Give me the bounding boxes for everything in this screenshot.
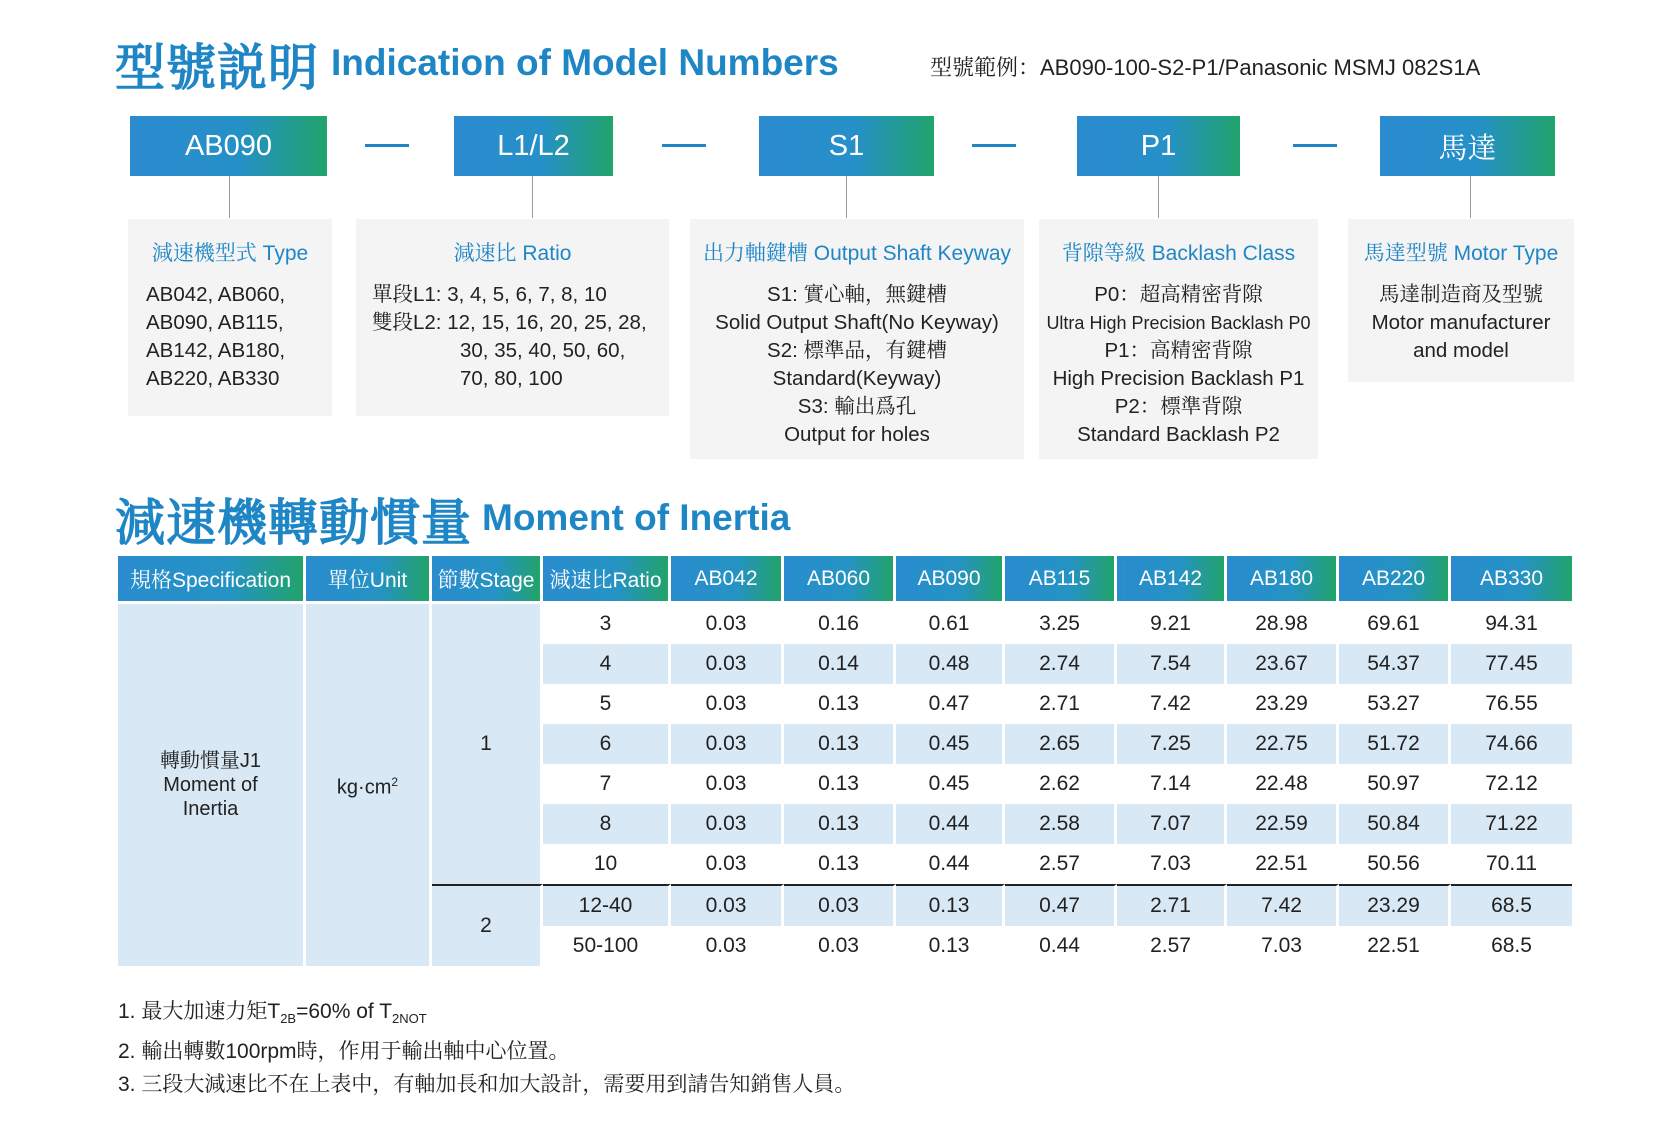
table-cell: 50.56 — [1339, 844, 1451, 884]
table-cell: 10 — [543, 844, 671, 884]
header-ab042: AB042 — [671, 556, 784, 601]
table-cell: 50.84 — [1339, 804, 1451, 844]
table-cell: 2.71 — [1005, 684, 1117, 724]
table-cell: 6 — [543, 724, 671, 764]
table-cell: 2.57 — [1117, 926, 1227, 966]
table-cell: 0.44 — [896, 844, 1005, 884]
note-2: 2. 輸出轉數100rpm時，作用于輸出軸中心位置。 — [118, 1040, 570, 1064]
table-cell: 2.62 — [1005, 764, 1117, 804]
code-block-backlash — [1077, 116, 1240, 176]
table-cell: 7 — [543, 764, 671, 804]
table-cell: 76.55 — [1485, 692, 1538, 715]
table-cell: 0.14 — [784, 644, 896, 684]
table-cell: 0.13 — [784, 764, 896, 804]
table-cell: 22.48 — [1227, 764, 1339, 804]
note-3: 3. 三段大減速比不在上表中，有軸加長和加大設計，需要用到請告知銷售人員。 — [118, 1073, 856, 1097]
table-cell: 0.03 — [671, 884, 784, 926]
type-box — [128, 219, 332, 416]
table-cell: 69.61 — [1339, 601, 1451, 644]
connector-line — [846, 176, 847, 218]
table-cell: 22.75 — [1227, 724, 1339, 764]
type-line: AB220, AB330 — [146, 367, 280, 390]
shaft-line: S3: 輸出爲孔 — [797, 395, 917, 418]
backlash-line: P0：超高精密背隙 — [1094, 283, 1263, 306]
connector-line — [532, 176, 533, 218]
table-cell: 9.21 — [1117, 601, 1227, 644]
header-ab330: AB330 — [1451, 556, 1572, 601]
shaft-line: S1: 實心軸，無鍵槽 — [767, 283, 947, 306]
table-cell: 51.72 — [1339, 724, 1451, 764]
table-cell: 70.11 — [1486, 852, 1537, 875]
table-cell: 7.14 — [1117, 764, 1227, 804]
table-cell: 22.51 — [1227, 844, 1339, 884]
shaft-line: Output for holes — [784, 423, 930, 446]
table-cell: 4 — [543, 644, 671, 684]
table-cell: 2.74 — [1005, 644, 1117, 684]
table-cell: 2.65 — [1005, 724, 1117, 764]
backlash-line: P1：高精密背隙 — [1104, 339, 1253, 362]
table-cell: 3.25 — [1005, 601, 1117, 644]
table-cell: 7.54 — [1117, 644, 1227, 684]
code-block-motor — [1380, 116, 1555, 176]
ratio-line: 單段L1: 3, 4, 5, 6, 7, 8, 10 — [372, 283, 607, 306]
dash-separator — [365, 144, 409, 147]
connector-line — [1470, 176, 1471, 218]
code-label: 馬達 — [1438, 132, 1497, 165]
table-cell: 0.13 — [784, 804, 896, 844]
shaft-title: 出力軸鍵槽 Output Shaft Keyway — [702, 242, 1012, 265]
code-label: AB090 — [184, 129, 273, 162]
shaft-box — [690, 219, 1024, 459]
code-block-reducer — [130, 116, 327, 176]
table-cell: 0.48 — [896, 644, 1005, 684]
table-cell: 0.03 — [784, 926, 896, 966]
header-ab180: AB180 — [1227, 556, 1339, 601]
spec-cell — [118, 601, 306, 966]
dash-separator — [662, 144, 706, 147]
header-unit: 單位Unit — [306, 556, 432, 601]
table-cell: 0.03 — [671, 764, 784, 804]
table-cell: 71.22 — [1451, 804, 1572, 844]
ratio-line: 雙段L2: 12, 15, 16, 20, 25, 28, — [372, 311, 647, 334]
ratio-line: 30, 35, 40, 50, 60, — [460, 339, 626, 362]
table-cell: 0.61 — [896, 601, 1005, 644]
note-1 — [118, 995, 855, 1035]
inertia-title-en: Moment of Inertia — [482, 497, 791, 538]
header-ab115: AB115 — [1005, 556, 1117, 601]
table-cell: 7.42 — [1227, 884, 1339, 926]
note-1-sub: 2NOT — [392, 1011, 427, 1027]
inertia-title-zh: 減速機轉動慣量 — [115, 495, 472, 551]
section-title-en: Indication of Model Numbers — [331, 42, 839, 83]
type-line: AB042, AB060, — [146, 283, 286, 306]
table-cell: 23.29 — [1339, 884, 1451, 926]
table-cell: 7.07 — [1117, 804, 1227, 844]
table-cell: 0.13 — [784, 724, 896, 764]
ratio-box — [356, 219, 669, 416]
table-cell: 74.66 — [1451, 724, 1572, 764]
table-cell: 3 — [543, 601, 671, 644]
table-row — [118, 601, 1572, 644]
table-cell: 0.03 — [671, 926, 784, 966]
dash-separator — [972, 144, 1016, 147]
unit-exponent: 2 — [391, 775, 399, 790]
connector-line — [1158, 176, 1159, 218]
motor-line: and model — [1413, 339, 1509, 362]
table-cell: 72.12 — [1485, 772, 1538, 795]
header-ratio: 減速比Ratio — [543, 556, 671, 601]
unit-text: kg·cm — [336, 776, 392, 799]
table-cell: 0.13 — [896, 884, 1005, 926]
table-cell: 68.5 — [1491, 934, 1532, 957]
table-cell: 94.31 — [1451, 601, 1572, 644]
table-cell: 22.51 — [1339, 926, 1451, 966]
table-cell: 7.03 — [1227, 926, 1339, 966]
unit-cell — [306, 601, 432, 966]
spec-zh: 轉動慣量J1 — [159, 750, 262, 772]
motor-title: 馬達型號 Motor Type — [1363, 242, 1559, 265]
backlash-line: P2：標準背隙 — [1114, 395, 1243, 418]
shaft-line: S2: 標準品，有鍵槽 — [767, 339, 947, 362]
note-1-text: =60% of T — [296, 1000, 393, 1023]
table-cell: 0.47 — [896, 684, 1005, 724]
table-cell: 5 — [543, 684, 671, 724]
table-cell: 54.37 — [1339, 644, 1451, 684]
header-ab220: AB220 — [1339, 556, 1451, 601]
table-cell: 0.13 — [896, 926, 1005, 966]
backlash-line: High Precision Backlash P1 — [1052, 367, 1305, 390]
header-ab142: AB142 — [1117, 556, 1227, 601]
table-cell: 0.13 — [784, 844, 896, 884]
header-specification: 規格Specification — [118, 556, 306, 601]
model-example: 型號範例：AB090-100-S2-P1/Panasonic MSMJ 082S1A — [930, 55, 1481, 80]
backlash-title: 背隙等級 Backlash Class — [1061, 242, 1296, 265]
header-ab060: AB060 — [784, 556, 896, 601]
motor-line: 馬達制造商及型號 — [1379, 283, 1543, 306]
table-cell: 0.45 — [896, 764, 1005, 804]
inertia-table — [118, 556, 1572, 966]
note-1-sub: 2B — [280, 1011, 297, 1027]
type-line: AB090, AB115, — [146, 311, 284, 334]
table-cell: 0.03 — [671, 644, 784, 684]
table-cell: 0.44 — [1005, 926, 1117, 966]
motor-box — [1348, 219, 1574, 382]
table-cell: 28.98 — [1227, 601, 1339, 644]
table-cell: 0.03 — [784, 884, 896, 926]
table-cell: 2.58 — [1005, 804, 1117, 844]
spec-en: Inertia — [182, 798, 239, 820]
table-cell: 0.45 — [896, 724, 1005, 764]
note-1-text: 1. 最大加速力矩T — [118, 1000, 281, 1023]
table-cell: 0.03 — [671, 601, 784, 644]
table-cell: 68.5 — [1451, 884, 1572, 926]
table-cell: 12-40 — [543, 884, 671, 926]
code-block-shaft — [759, 116, 934, 176]
table-cell: 50-100 — [543, 926, 671, 966]
notes — [118, 995, 855, 1101]
type-title: 減速機型式 Type — [151, 242, 309, 265]
table-cell: 7.42 — [1117, 684, 1227, 724]
code-label: L1/L2 — [497, 129, 570, 162]
type-line: AB142, AB180, — [146, 339, 286, 362]
ratio-title: 減速比 Ratio — [453, 242, 572, 265]
table-cell: 0.13 — [784, 684, 896, 724]
stage-cell: 1 — [432, 601, 543, 884]
table-cell: 0.03 — [671, 804, 784, 844]
table-cell: 0.47 — [1005, 884, 1117, 926]
table-header-row — [118, 556, 1572, 601]
ratio-line: 70, 80, 100 — [460, 367, 563, 390]
section-title-zh: 型號説明 — [115, 40, 319, 96]
motor-line: Motor manufacturer — [1371, 311, 1551, 334]
table-cell: 7.03 — [1117, 844, 1227, 884]
code-label: P1 — [1140, 129, 1177, 162]
table-cell: 23.29 — [1227, 684, 1339, 724]
stage-cell: 2 — [432, 884, 543, 966]
header-ab090: AB090 — [896, 556, 1005, 601]
table-cell: 23.67 — [1227, 644, 1339, 684]
backlash-box — [1039, 219, 1318, 459]
table-cell: 2.57 — [1005, 844, 1117, 884]
table-cell: 22.59 — [1227, 804, 1339, 844]
table-cell: 0.03 — [671, 724, 784, 764]
table-cell: 0.03 — [671, 684, 784, 724]
table-cell: 77.45 — [1451, 644, 1572, 684]
backlash-line: Ultra High Precision Backlash P0 — [1046, 313, 1311, 333]
spec-en: Moment of — [163, 774, 258, 796]
code-block-ratio — [454, 116, 613, 176]
table-cell: 0.16 — [784, 601, 896, 644]
shaft-line: Standard(Keyway) — [772, 367, 942, 390]
code-label: S1 — [828, 129, 865, 162]
table-cell: 50.97 — [1339, 764, 1451, 804]
header-stage: 節數Stage — [432, 556, 543, 601]
connector-line — [229, 176, 230, 218]
shaft-line: Solid Output Shaft(No Keyway) — [715, 311, 999, 334]
table-cell: 7.25 — [1117, 724, 1227, 764]
table-cell: 0.03 — [671, 844, 784, 884]
table-cell: 8 — [543, 804, 671, 844]
table-cell: 53.27 — [1339, 684, 1451, 724]
table-cell: 0.44 — [896, 804, 1005, 844]
backlash-line: Standard Backlash P2 — [1077, 423, 1280, 446]
table-cell: 2.71 — [1117, 884, 1227, 926]
dash-separator — [1293, 144, 1337, 147]
